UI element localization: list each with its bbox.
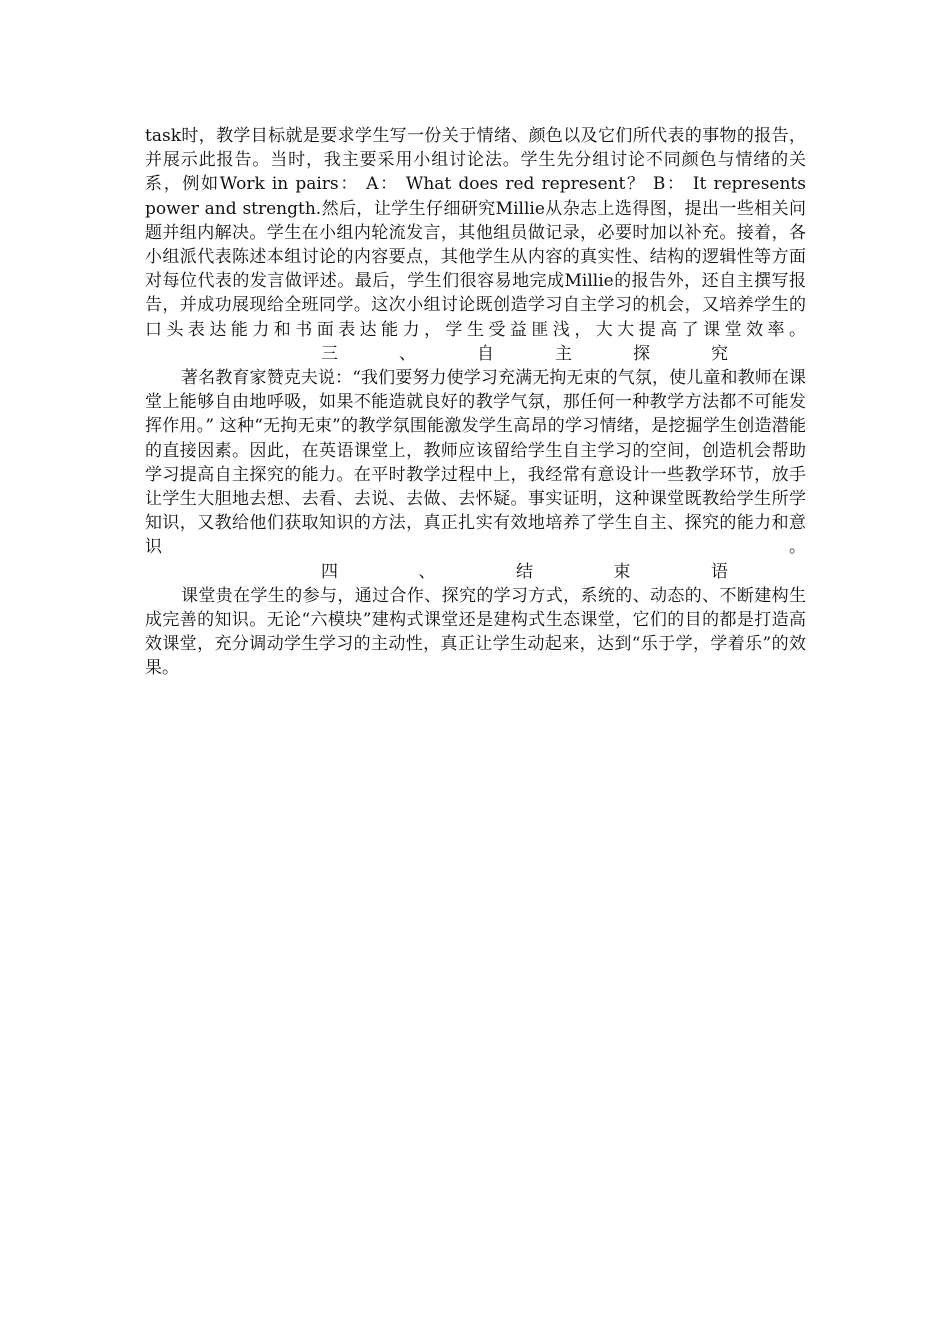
section-heading-conclusion: 四、结束语: [321, 561, 728, 582]
paragraph-conclusion: 课堂贵在学生的参与，通过合作、探究的学习方式，系统的、动态的、不断建构生成完善的知识。无论“六模块”建构式课堂还是建构式生态课堂，它们的目的都是打造高效课堂，充分调动学生学习的主动性，真正让学生动起来，达到“乐于学，学着乐”的效果。: [145, 585, 806, 679]
document-body: [145, 124, 806, 681]
paragraph-self-exploration: 著名教育家赞克夫说：“我们要努力使学习充满无拘无束的气氛，使儿童和教师在课堂上能够自由地呼吸，如果不能造就良好的教学气氛，那任何一种教学方法都不可能发挥作用。” 这种“无拘无束”的教学氛围能激发学生高昂的学习情绪，是挖掘学生创造潜能的直接因素。因此，在英语课堂上，教师应该留给学生自主学习的空间，创造机会帮助学习提高自主探究的能力。在平时教学过程中上，我经常有意设计一些教学环节，放手让学生大胆地去想、去看、去说、去做、去怀疑。事实证明，这种课堂既教给学生所学知识，又教给他们获取知识的方法，真正扎实有效地培养了学生自主、探究的能力和意识。: [145, 368, 806, 558]
paragraph-group-discussion: task时，教学目标就是要求学生写一份关于情绪、颜色以及它们所代表的事物的报告，并展示此报告。当时，我主要采用小组讨论法。学生先分组讨论不同颜色与情绪的关系，例如Work in pairs： A： What does red represent？ B： It represents power and strength.然后，让学生仔细研究Millie从杂志上选得图，提出一些相关问题并组内解决。学生在小组内轮流发言，其他组员做记录，必要时加以补充。接着，各小组派代表陈述本组讨论的内容要点，其他学生从内容的真实性、结构的逻辑性等方面对每位代表的发言做评述。最后，学生们很容易地完成Millie的报告外，还自主撰写报告，并成功展现给全班同学。这次小组讨论既创造学习自主学习的机会，又培养学生的口头表达能力和书面表达能力，学生受益匪浅，大大提高了课堂效率。: [145, 126, 806, 340]
section-heading-self-exploration: 三、自主探究: [321, 343, 728, 364]
